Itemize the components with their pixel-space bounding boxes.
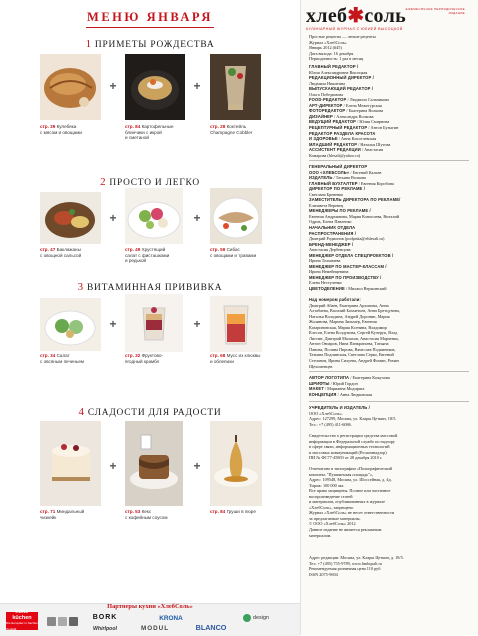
dish-photo-mousse xyxy=(210,296,262,352)
staff-role: FOOD-РЕДАКТОР xyxy=(309,97,347,103)
contributors-line: Татьяна Подпинская, Светлана Серко, Евгений xyxy=(309,352,394,358)
print-line: Журнал «ХлебСоль» не несет ответственности xyxy=(309,510,395,516)
print-line: Все права защищены. Полное или частичное xyxy=(309,488,391,494)
caption-page: стр. 49 xyxy=(125,247,141,252)
dish-photo-salad xyxy=(125,188,183,244)
modul-logo: MODUL xyxy=(140,625,170,632)
plus-icon: + xyxy=(193,317,201,331)
blanco-logo: BLANCO xyxy=(195,623,227,632)
dish-photo-cheesecake xyxy=(40,421,101,506)
staff-name: / Александра Волкова xyxy=(334,113,374,119)
section-number: 1 xyxy=(85,38,92,50)
dish-photo-kulebyaka xyxy=(40,54,101,120)
contributors-line: Жолинова, Марина Зильмер, Евгения xyxy=(309,319,377,325)
caption-text: Кулебяка xyxy=(56,124,77,129)
caption-oat-salad xyxy=(40,353,102,364)
registration-line: Свидетельство о регистрации средства массовой xyxy=(309,433,398,438)
section-title-1 xyxy=(0,38,300,50)
nolte-logo-tagline: Die Europäer in Sachen Qualität xyxy=(6,621,38,631)
cheesecake-image xyxy=(40,421,101,506)
caption-text: с кофейным соусом xyxy=(125,514,168,520)
staff-name: / Анастасия xyxy=(361,147,384,153)
staff-role: ДИЗАЙНЕР xyxy=(309,113,333,119)
caption-page: стр. 39 xyxy=(40,124,56,129)
caption-salad xyxy=(125,247,187,264)
caption-page: стр. 84 xyxy=(210,509,226,514)
caption-text: блинчики с икрой xyxy=(125,129,162,135)
caption-text: Хрустящий xyxy=(141,247,166,252)
caption-text: Баклажаны xyxy=(56,247,81,252)
staff-role: ООО «ХЛЕБСОЛЬ» xyxy=(309,169,350,175)
section-number: 3 xyxy=(77,281,84,293)
plus-icon: + xyxy=(109,211,117,225)
staff-role: ГЛАВНЫЙ РЕДАКТОР / xyxy=(309,64,359,69)
staff-name: Ольга Победимова xyxy=(309,91,344,97)
plus-icon: + xyxy=(193,211,201,225)
contributors-line: Панова, Полина Пирова, Вячеслав Подпиенков, xyxy=(309,346,396,352)
section-name: ПРОСТО И ЛЕГКО xyxy=(109,178,200,188)
dish-photo-eggplant xyxy=(40,192,101,244)
plus-icon: + xyxy=(193,79,201,93)
partner-mark-icon xyxy=(58,617,67,626)
caption-page: стр. 32 xyxy=(125,353,141,358)
design-logo-text: design xyxy=(252,615,270,621)
registration-line: ПИ № ФС77-45803 от 28 декабря 2010 г. xyxy=(309,455,383,461)
staff-name: Елизавета Веревец xyxy=(309,202,344,208)
credit-name: / Марианна Модиряга xyxy=(324,386,365,392)
plus-icon: + xyxy=(193,459,201,473)
caption-blini xyxy=(125,124,187,141)
caption-text: с мясом и овощами xyxy=(40,129,82,135)
print-line: «ХлебСоль», запрещено. xyxy=(309,504,354,510)
caption-text: Кекс xyxy=(141,509,152,514)
dish-photo-seabass xyxy=(210,188,262,244)
print-line: Адрес: 109548, Москва, ул. Шоссейная, д. 4д. xyxy=(309,477,392,483)
print-line: Отпечатано в типографии «Полиграфический xyxy=(309,466,392,471)
staff-role: НАЧАЛЬНИК ОТДЕЛА xyxy=(309,225,356,231)
publisher-staff xyxy=(309,164,473,292)
credit-name: / Анна Людковская xyxy=(337,391,373,397)
issue-line: Журнал «ХлебСоль» xyxy=(309,39,347,45)
caption-text: салат с фисташками xyxy=(125,252,170,258)
caption-page: стр. 68 xyxy=(210,353,226,358)
print-line: © ООО «ХлебСоль» 2012 xyxy=(309,521,356,527)
issue-line: Январь 2012 (#45) xyxy=(309,45,342,51)
partner-mark-icon xyxy=(69,617,78,626)
staff-role: МЕНЕДЖЕРЫ ПО РЕКЛАМЕ / xyxy=(309,208,371,214)
registration-line: и массовых коммуникаций (Роскомнадзор) xyxy=(309,449,387,455)
caption-text: Картофельные xyxy=(141,124,174,129)
cocktail-image xyxy=(210,54,261,120)
staff-role: ИЗДАТЕЛЬ xyxy=(309,175,333,181)
dish-photo-crumble xyxy=(125,294,183,352)
caption-seabass xyxy=(210,247,272,258)
mousse-image xyxy=(210,296,262,352)
staff-role: РАСПРОСТРАНЕНИЯ / xyxy=(309,230,357,236)
issue-line: Дата выхода: 16 декабря xyxy=(309,50,354,56)
magazine-subtitle: КУЛИНАРНЫЙ ЖУРНАЛ С ЮЛИЕЙ ВЫСОЦКОЙ xyxy=(306,27,403,31)
address-line: Тел. +7 (495) 755-9789, www.hmbqsalt.ru xyxy=(309,560,383,566)
staff-role: ФОТОРЕДАКТОР xyxy=(309,108,346,114)
staff-name: / Юлия Смирнова xyxy=(357,119,390,125)
founder-line: Тел.: +7 (495) 411-6086. xyxy=(309,421,352,427)
caption-text: с овощами и травами xyxy=(210,252,257,258)
issue-line: Периодичность: 1 раз в месяц xyxy=(309,56,364,62)
contributors-line: Казариновская, Мария Ксенина, Владимир xyxy=(309,324,387,330)
print-line: за предлагаемые материалы. xyxy=(309,515,361,521)
whirlpool-logo: Whirlpool xyxy=(93,625,117,632)
founder-line: Адрес: 127299, Москва, ул. Клары Цеткин, 18/5. xyxy=(309,416,397,422)
kulebyaka-image xyxy=(40,54,101,120)
caption-crumble xyxy=(125,353,187,364)
contributors-title: Над номером работали: xyxy=(309,297,361,302)
caption-page: стр. 84 xyxy=(125,124,141,129)
nolte-logo-sub: küchen xyxy=(12,614,32,621)
eggplant-image xyxy=(40,192,101,244)
seabass-image xyxy=(210,188,262,244)
caption-page: стр. 71 xyxy=(40,509,56,514)
contributors xyxy=(309,297,473,369)
address-info xyxy=(309,555,473,577)
plus-icon: + xyxy=(109,459,117,473)
caption-page: стр. 47 xyxy=(40,247,56,252)
design-logo xyxy=(235,612,277,624)
caption-text: Фруктово- xyxy=(141,353,163,358)
dish-photo-oat-salad xyxy=(40,298,101,351)
contributors-line: Клесов, Елена Колдунова, Сергей Кучерук, Влад xyxy=(309,330,398,336)
magazine-logo-word: соль xyxy=(364,5,406,27)
contributors-line: Щеломенцев xyxy=(309,363,333,369)
staff-role: ЦВЕТОДЕЛЕНИЕ xyxy=(309,286,345,292)
address-line: Рекомендуемая розничная цена 110 руб. xyxy=(309,566,382,572)
menu-title-rule xyxy=(86,27,214,28)
blini-image xyxy=(125,54,185,120)
section-name: СЛАДОСТИ ДЛЯ РАДОСТИ xyxy=(87,408,222,418)
staff-role: МЕНЕДЖЕР ПО ПРОИЗВОДСТВУ / xyxy=(309,274,382,280)
address-line: Адрес редакции: Москва, ул. Клары Цеткин, д. 18/5. xyxy=(309,555,404,560)
registration-info xyxy=(309,433,473,461)
staff-role: ГЛАВНЫЙ БУХГАЛТЕР xyxy=(309,180,358,186)
caption-eggplant xyxy=(40,247,102,258)
print-info xyxy=(309,466,473,538)
staff-name: / Евгения Коробова xyxy=(358,180,394,186)
editorial-staff xyxy=(309,64,473,158)
print-line: комплекс "Пушкинская площадь"», xyxy=(309,471,374,477)
contributors-line: Дмитрий Абаев, Екатерина Архипова, Анна xyxy=(309,302,389,308)
staff-name: / Анна Кисселевская xyxy=(338,136,377,142)
dish-photo-pears xyxy=(210,421,262,506)
staff-role: РЕДАКЦИОННЫЙ ДИРЕКТОР / xyxy=(309,75,374,81)
staff-role: РЕДАКТОР РАЗДЕЛА КРАСОТА xyxy=(309,130,376,136)
staff-name: Людмила Никитина xyxy=(309,80,346,86)
staff-name: / Людмила Сальникова xyxy=(347,97,389,103)
print-line: материалом. xyxy=(309,532,332,538)
print-line: воспроизведение статей xyxy=(309,493,353,499)
caption-text: с овсяным печеньем xyxy=(40,358,85,364)
staff-name: / Антон Бузыгин xyxy=(368,125,399,131)
caption-text: Миндальный xyxy=(56,509,85,514)
staff-name: / Евгений Кальев xyxy=(350,169,382,175)
staff-name: Комарова (hlesalt@yahoo.ru) xyxy=(309,152,361,158)
staff-role: ЗАМЕСТИТЕЛЬ ДИРЕКТОРА ПО РЕКЛАМЕ/ xyxy=(309,197,401,203)
staff-role: ВЫПУСКАЮЩИЙ РЕДАКТОР / xyxy=(309,86,374,92)
magazine-side-note: ЕЖЕМЕСЯЧНОЕ ПЕРИОДИЧЕСКОЕ ИЗДАНИЕ xyxy=(405,7,465,15)
menu-title: МЕНЮ ЯНВАРЯ xyxy=(87,10,213,24)
contributors-line: Антон Овчаров, Нина Панкратьева, Татьяна xyxy=(309,341,389,347)
staff-row xyxy=(309,153,473,159)
credit-role: МАКЕТ xyxy=(309,386,324,392)
caption-cocktail xyxy=(210,124,272,135)
caption-cheesecake xyxy=(40,509,102,520)
section-number: 2 xyxy=(100,176,107,188)
caption-text: и сметаной xyxy=(125,135,149,141)
dish-photo-cocktail xyxy=(210,54,261,120)
caption-text: и облепихи xyxy=(210,358,234,364)
credits xyxy=(309,375,473,397)
section-name: ВИТАМИННАЯ ПРИВИВКА xyxy=(86,283,223,293)
caption-kulebyaka xyxy=(40,124,102,135)
caption-text: с овощной сальсой xyxy=(40,252,82,258)
staff-role: РЕЦЕПТУРНЫЙ РЕДАКТОР xyxy=(309,125,368,131)
caption-text: Коктейль xyxy=(226,124,247,129)
issue-line: Простые рецепты — легкие рецепты xyxy=(309,34,376,39)
section-divider xyxy=(309,160,469,161)
staff-name: Одров, Елена Павленко xyxy=(309,219,352,225)
caption-text: Салат xyxy=(56,353,70,358)
contributors-line: Алтабаева, Василий Бахметьев, Анна Бретцунова, xyxy=(309,308,400,314)
contributors-line: Степанов, Ирина Силуева, Андрей Фомин, Роман xyxy=(309,358,399,364)
staff-name: / Екатерина Волкова xyxy=(346,108,384,114)
partners-title: Партнеры кухни «ХлебСоль» xyxy=(107,603,193,610)
caption-mousse xyxy=(210,353,272,364)
registration-line: информации в Федеральной службе по надзору xyxy=(309,438,395,444)
caption-text: Сибас xyxy=(226,247,240,252)
staff-name: / Елена Межегурская xyxy=(343,102,382,108)
caption-text: чизкейк xyxy=(40,514,57,520)
dish-photo-blini xyxy=(125,54,185,120)
staff-name: Евгения Андриянова, Мария Коноплева, Виталий xyxy=(309,213,400,219)
partner-mark-icon xyxy=(47,617,56,626)
oat-salad-image xyxy=(40,298,101,351)
plus-icon: + xyxy=(109,79,117,93)
staff-name: Юлия Александровна Высоцкая xyxy=(309,69,368,75)
staff-name: Ирина Немейнцевина xyxy=(309,269,349,275)
staff-name: Ирина Толмачева xyxy=(309,258,341,264)
staff-name: / Наталья Шутова xyxy=(358,141,391,147)
star-icon: ✱ xyxy=(347,5,365,27)
print-line: Данное издание не является рекламным xyxy=(309,527,382,533)
print-line: Тираж: 100 000 экз. xyxy=(309,482,345,488)
caption-text: Champagne Cobbler xyxy=(210,129,253,135)
credit-name: / Екатерина Кожухова xyxy=(350,375,390,380)
design-logo-icon xyxy=(243,614,251,622)
issue-info xyxy=(309,34,473,62)
staff-name: Дмитрий Родионов (podpiska@ehlesalt.ru) xyxy=(309,236,385,242)
caption-pears xyxy=(210,509,272,515)
cake-image xyxy=(125,421,183,506)
caption-text: Груши в пюре xyxy=(226,509,256,514)
staff-role: АРТ-ДИРЕКТОР xyxy=(309,102,343,108)
staff-name: / Михаил Вержинский xyxy=(345,286,387,292)
credit-row xyxy=(309,392,473,398)
staff-role: ДИРЕКТОР ПО РЕКЛАМЕ / xyxy=(309,186,365,192)
address-line: ISSN 2075-9694 xyxy=(309,571,338,577)
caption-cake xyxy=(125,509,187,520)
caption-page: стр. 34 xyxy=(40,353,56,358)
staff-name: Анастасия Дербенцова xyxy=(309,247,351,253)
nolte-logo xyxy=(6,609,38,631)
founder-title: УЧРЕДИТЕЛЬ И ИЗДАТЕЛЬ / xyxy=(309,405,370,410)
plus-icon: + xyxy=(109,317,117,331)
staff-role: И ЗДОРОВЬЕ xyxy=(309,136,338,142)
section-title-3 xyxy=(0,281,300,293)
staff-role: АССИСТЕНТ РЕДАКЦИИ xyxy=(309,147,361,153)
staff-name: / Татьяна Волкова xyxy=(333,175,366,181)
credit-role: АВТОР ЛОГОТИПА xyxy=(309,375,350,380)
bork-logo: BORK xyxy=(92,614,118,621)
magazine-logo-word: хлеб xyxy=(306,5,348,27)
founder-line: ООО «ХлебСоль». xyxy=(309,410,343,416)
caption-text: ягодный крамбл xyxy=(125,358,160,364)
caption-page: стр. 53 xyxy=(125,509,141,514)
registration-line: в сфере связи, информационных технологий xyxy=(309,444,390,450)
salad-image xyxy=(125,188,183,244)
caption-page: стр. 28 xyxy=(210,124,226,129)
section-divider xyxy=(309,401,469,402)
section-number: 4 xyxy=(78,406,85,418)
staff-role: БРЕНД-МЕНЕДЖЕР / xyxy=(309,241,354,247)
nolte-logo-text: nolte xyxy=(15,609,29,615)
caption-page: стр. 59 xyxy=(210,247,226,252)
caption-text: Мусс из клюквы xyxy=(226,353,261,358)
section-name: ПРИМЕТЫ РОЖДЕСТВА xyxy=(94,40,215,50)
caption-text: и редькой xyxy=(125,258,147,264)
section-title-2 xyxy=(0,176,300,188)
staff-role: ВЕДУЩИЙ РЕДАКТОР xyxy=(309,119,357,125)
staff-row xyxy=(309,286,473,292)
staff-name: Светлана Бревенко xyxy=(309,191,344,197)
credit-role: ШРИФТЫ xyxy=(309,380,330,386)
staff-name: Елена Нестуленко xyxy=(309,280,342,286)
staff-role: МЛАДШИЙ РЕДАКТОР xyxy=(309,141,358,147)
section-title-4 xyxy=(0,406,300,418)
crumble-image xyxy=(125,294,183,352)
dish-photo-cake xyxy=(125,421,183,506)
credit-name: / Юрий Гордон xyxy=(330,380,358,386)
partner-icons xyxy=(42,613,82,629)
credit-role: КОНЦЕПЦИЯ xyxy=(309,391,337,397)
print-line: и материалов, опубликованных в журнале xyxy=(309,499,386,505)
staff-role: МЕНЕДЖЕР ПО МАСТЕР-КЛАССАМ / xyxy=(309,263,387,269)
contributors-line: Наталья Володина, Андрей Доронин, Мария xyxy=(309,313,390,319)
staff-role: МЕНЕДЖЕР ОТДЕЛА СПЕЦПРОЕКТОВ / xyxy=(309,252,394,258)
section-divider xyxy=(309,371,469,372)
krona-logo: KRONA xyxy=(159,615,183,622)
staff-role: ГЕНЕРАЛЬНЫЙ ДИРЕКТОР xyxy=(309,164,368,169)
pears-image xyxy=(210,421,262,506)
contributors-line: Листин, Дмитрий Малахов, Анастасия Марченко, xyxy=(309,335,400,341)
founder-info xyxy=(309,405,473,427)
